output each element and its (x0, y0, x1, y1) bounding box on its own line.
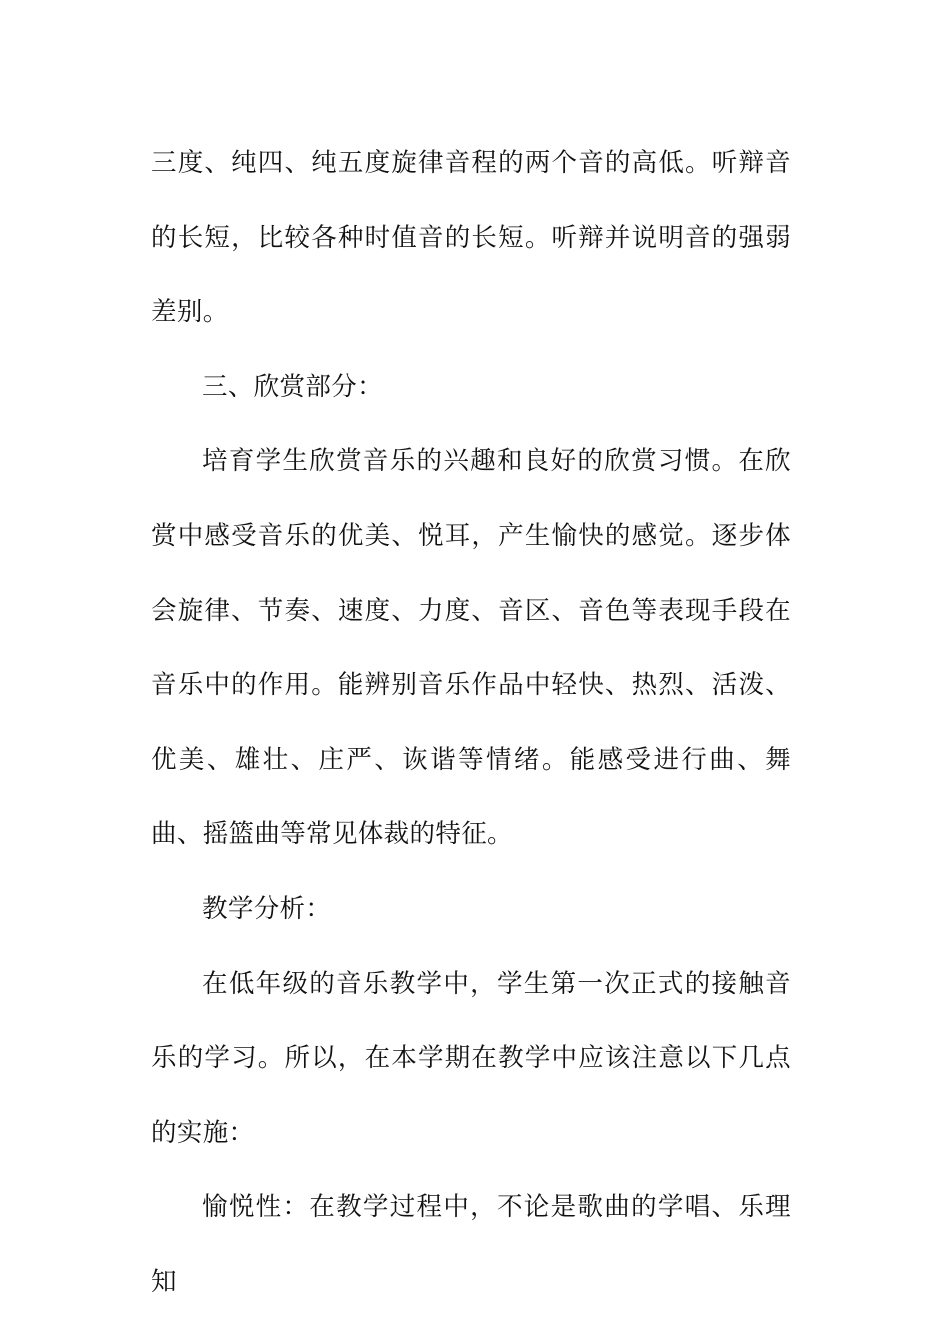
document-body (151, 126, 791, 1320)
heading-teaching-analysis: 教学分析： (202, 893, 332, 924)
heading-appreciation-section: 三、欣赏部分： (202, 371, 383, 402)
paragraph-teaching-intro: 在低年级的音乐教学中，学生第一次正式的接触音乐的学习。所以，在本学期在教学中应该注意以下几点的实施： (151, 968, 791, 1148)
paragraph-appreciation-goals: 培育学生欣赏音乐的兴趣和良好的欣赏习惯。在欣赏中感受音乐的优美、悦耳，产生愉快的感觉。逐步体会旋律、节奏、速度、力度、音区、音色等表现手段在音乐中的作用。能辨别音乐作品中轻快、热烈、活泼、优美、雄壮、庄严、诙谐等情绪。能感受进行曲、舞曲、摇篮曲等常见体裁的特征。 (151, 446, 791, 850)
paragraph-interval-listening: 三度、纯四、纯五度旋律音程的两个音的高低。听辩音的长短，比较各种时值音的长短。听辩并说明音的强弱差别。 (151, 148, 791, 328)
paragraph-enjoyment: 愉悦性：在教学过程中，不论是歌曲的学唱、乐理知 (151, 1192, 791, 1297)
